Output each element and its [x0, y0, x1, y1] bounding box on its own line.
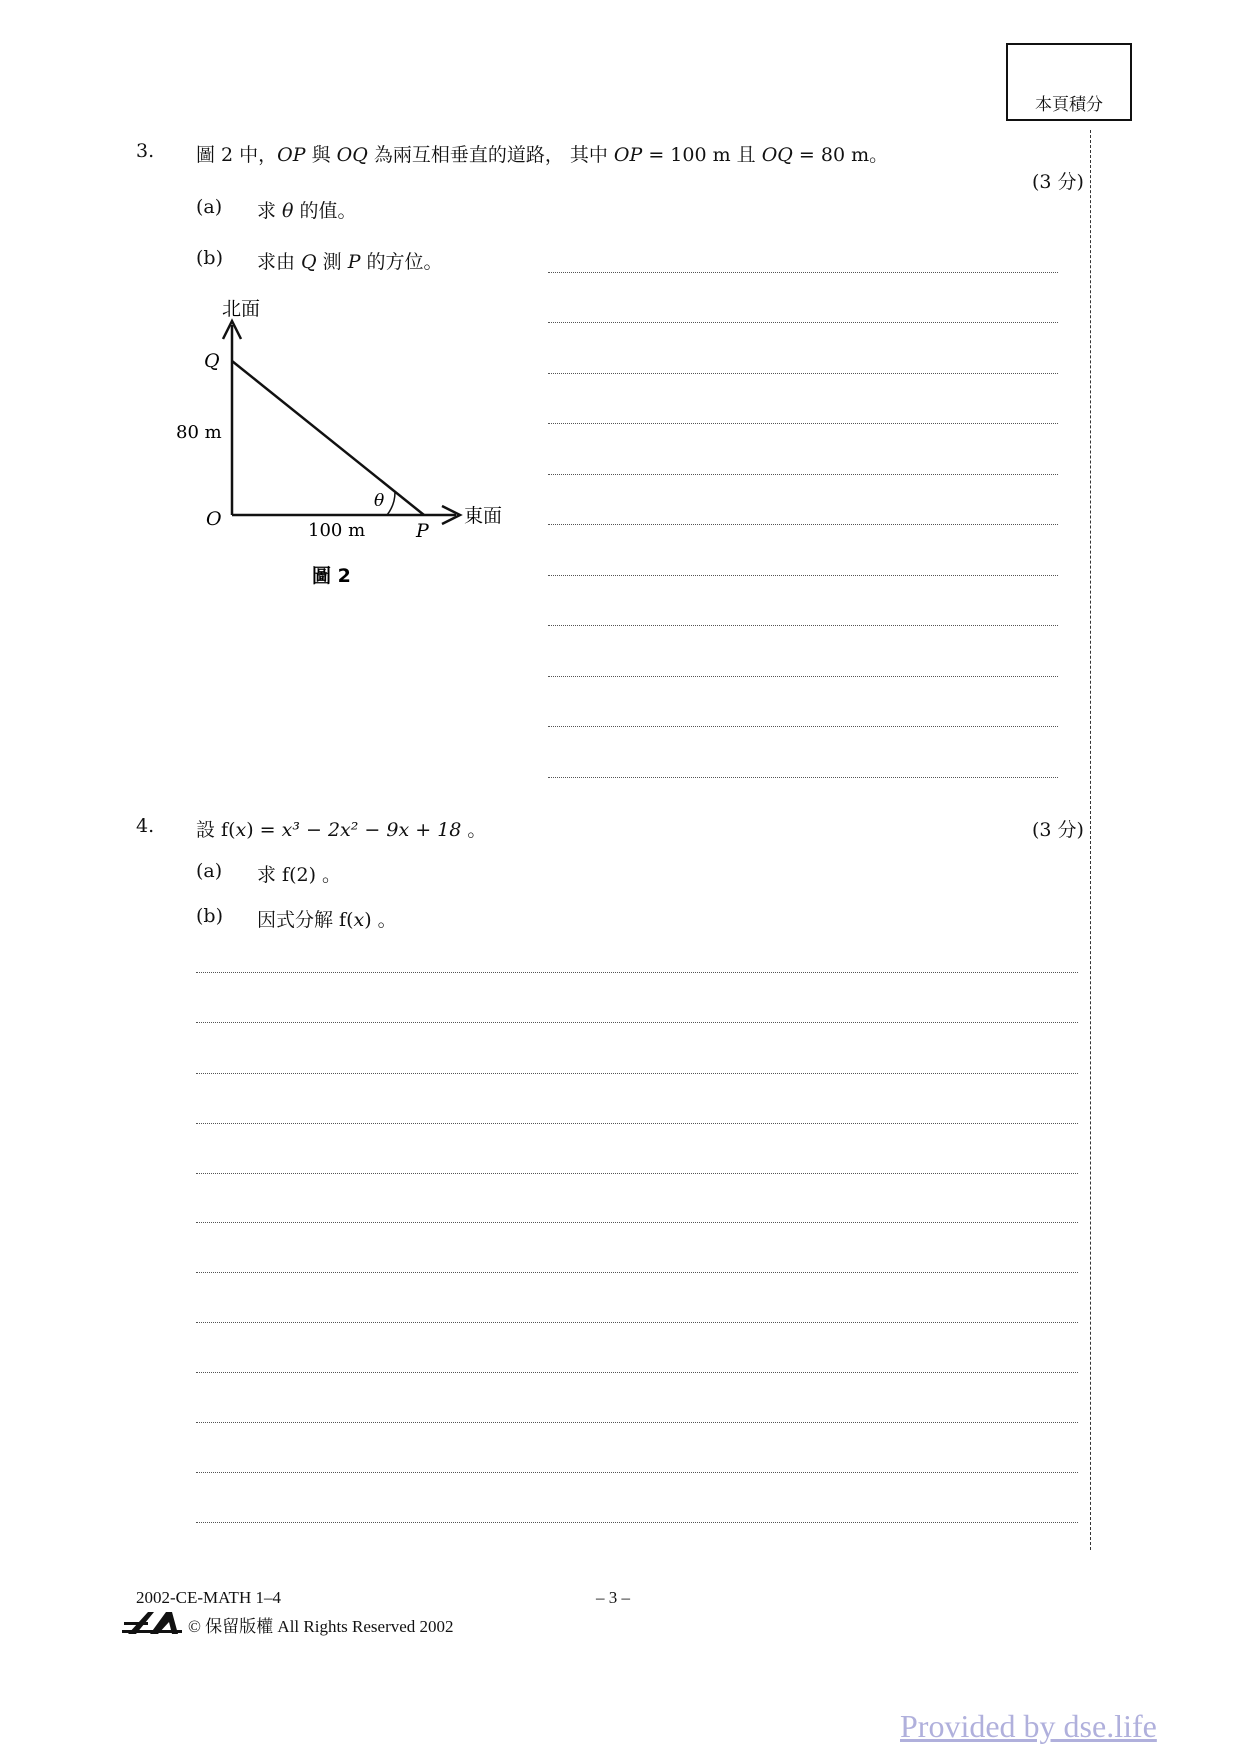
q3-stem-part: = 80 m。 [792, 144, 889, 166]
q3-part-b-fragment: 測 [316, 251, 348, 273]
copyright-text: © 保留版權 All Rights Reserved 2002 [188, 1617, 454, 1636]
q4-part-a-label: (a) [196, 860, 223, 882]
q4-stem-part: ) = [246, 819, 282, 841]
answer-line[interactable] [548, 322, 1058, 323]
q4-stem-x: x [235, 819, 247, 841]
q3-stem-oq: OQ [336, 144, 368, 166]
paper-code: 2002-CE-MATH 1–4 [136, 1588, 281, 1607]
answer-line[interactable] [548, 524, 1058, 525]
answer-line[interactable] [196, 1173, 1078, 1174]
q3-part-a-fragment: 求 [257, 200, 283, 222]
answer-line[interactable] [196, 972, 1078, 973]
q3-part-b-p: P [347, 251, 361, 273]
q3-part-a-fragment: 的值。 [293, 200, 357, 222]
q4-marks: (3 分) [1032, 819, 1084, 841]
segment-qp [232, 361, 424, 515]
q3-part-b-text [257, 247, 443, 274]
answer-line[interactable] [548, 474, 1058, 475]
q3-stem-part: 圖 2 中， [196, 144, 278, 166]
point-q-label: Q [204, 350, 220, 372]
answer-line[interactable] [196, 1222, 1078, 1223]
q4-part-b-x: x [353, 909, 365, 931]
answer-line[interactable] [548, 726, 1058, 727]
q3-marks: (3 分) [1032, 171, 1084, 193]
q4-part-b-label: (b) [196, 905, 223, 927]
north-label: 北面 [222, 298, 261, 320]
page-score-box [1006, 43, 1132, 121]
answer-line[interactable] [548, 777, 1058, 778]
watermark-link[interactable]: Provided by dse.life [900, 1708, 1157, 1744]
q3-stem-part: 與 [305, 144, 337, 166]
q4-part-b-text [257, 905, 397, 932]
figure-caption: 圖 2 [312, 565, 351, 587]
q4-part-b-fragment: 因式分解 f( [257, 909, 354, 931]
q3-part-a-label: (a) [196, 196, 223, 218]
answer-line[interactable] [196, 1322, 1078, 1323]
q4-part-a-text: 求 f(2) 。 [257, 864, 342, 886]
figure-2-diagram [160, 285, 520, 595]
answer-line[interactable] [196, 1522, 1078, 1523]
q4-stem-part: 設 f( [196, 819, 236, 841]
q3-part-b-label: (b) [196, 247, 223, 269]
q3-part-b-fragment: 的方位。 [360, 251, 443, 273]
answer-line[interactable] [548, 625, 1058, 626]
oq-length-label: 80 m [176, 422, 222, 443]
q4-number: 4. [136, 815, 155, 837]
answer-line[interactable] [548, 423, 1058, 424]
q4-part-b-fragment: ) 。 [364, 909, 397, 931]
q3-stem-op: OP [613, 144, 643, 166]
q3-stem-oq: OQ [761, 144, 793, 166]
theta-arc [387, 492, 395, 515]
q3-part-b-q: Q [301, 251, 317, 273]
answer-line[interactable] [196, 1123, 1078, 1124]
op-length-label: 100 m [308, 520, 366, 541]
answer-line[interactable] [196, 1422, 1078, 1423]
page-score-label: 本頁積分 [1035, 95, 1103, 115]
answer-line[interactable] [548, 373, 1058, 374]
margin-dashed-line [1090, 130, 1091, 1550]
q4-stem-part: 。 [461, 819, 487, 841]
q4-stem [196, 815, 486, 842]
q3-part-a-text [257, 196, 357, 223]
hkeaa-logo-icon [122, 1608, 186, 1638]
answer-line[interactable] [196, 1372, 1078, 1373]
east-label: 東面 [464, 505, 503, 527]
point-p-label: P [416, 520, 429, 542]
answer-line[interactable] [196, 1472, 1078, 1473]
angle-theta-label: θ [374, 491, 385, 511]
point-o-label: O [206, 508, 222, 530]
q3-stem [196, 140, 888, 167]
q3-stem-part: = 100 m 且 [642, 144, 762, 166]
answer-line[interactable] [548, 676, 1058, 677]
q3-number: 3. [136, 140, 155, 162]
q3-part-a-theta: θ [282, 200, 294, 222]
q3-part-b-fragment: 求由 [257, 251, 302, 273]
answer-line[interactable] [196, 1022, 1078, 1023]
answer-line[interactable] [548, 575, 1058, 576]
answer-line[interactable] [548, 272, 1058, 273]
q3-stem-op: OP [277, 144, 306, 166]
q3-stem-part: 為兩互相垂直的道路， 其中 [367, 144, 614, 166]
answer-line[interactable] [196, 1073, 1078, 1074]
q4-polynomial: x³ − 2x² − 9x + 18 [281, 819, 462, 841]
answer-line[interactable] [196, 1272, 1078, 1273]
page-number: – 3 – [596, 1588, 630, 1607]
